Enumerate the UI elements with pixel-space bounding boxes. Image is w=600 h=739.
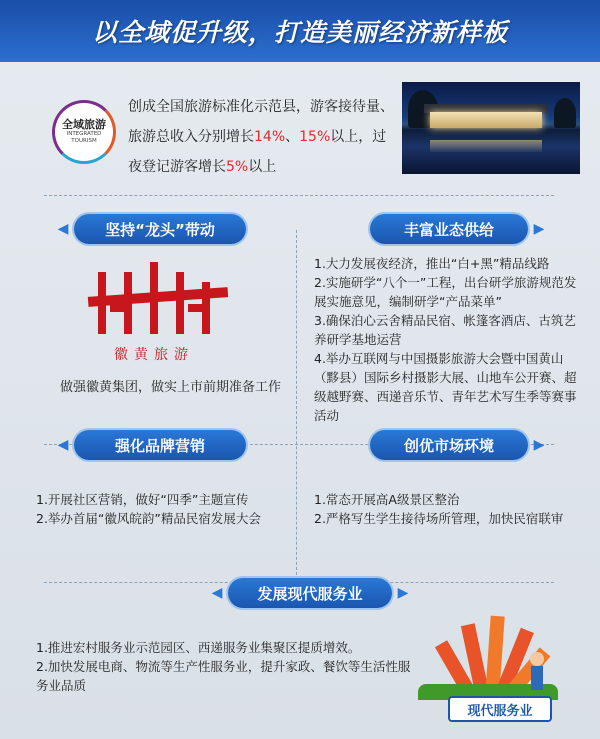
chevron-left-icon: ◀ [57,437,69,453]
chevron-right-icon: ▶ [533,221,545,237]
list-item: 2.严格写生学生接待场所管理，加快民宿联审 [314,511,564,526]
person-icon [530,652,544,666]
intro-text: 创成全国旅游标准化示范县，游客接待量、旅游总收入分别增长14%、15%以上，过夜登记游客增长5%以上 [128,99,394,175]
list-item: 3.确保泊心云舍精品民宿、帐篷客酒店、古筑艺养研学基地运营 [314,313,576,347]
services-list [36,638,414,695]
logo-caption: 徽黄旅游 [114,347,194,363]
section-title-services: ◀ 发展现代服务业 ▶ [228,578,392,608]
banner [0,0,600,62]
chevron-right-icon: ▶ [397,585,409,601]
banner-title: 以全域促升级，打造美丽经济新样板 [91,18,508,47]
list-item: 4.举办互联网与中国摄影旅游大会暨中国黄山（黟县）国际乡村摄影大展、山地车公开赛、超级越野赛、西递音乐节、青年艺术写生季等赛事活动 [314,351,577,423]
chevron-left-icon: ◀ [57,221,69,237]
list-item: 2.加快发展电商、物流等生产性服务业，提升家政、餐饮等生活性服务业品质 [36,659,411,693]
night-village-photo [402,82,580,174]
section-title-brand: ◀ 强化品牌营销 [74,430,246,460]
section-title-market: 创优市场环境 ▶ [370,430,528,460]
section-title-leader: ◀ 坚持“龙头”带动 [74,214,246,244]
list-item: 1.开展社区营销，做好“四季”主题宣传 [36,492,249,507]
divider [44,195,554,196]
list-item: 2.举办首届“徽风皖韵”精品民宿发展大会 [36,511,261,526]
integrated-tourism-logo: 全域旅游 INTEGRATED TOURISM [52,100,116,164]
business-list [314,254,584,425]
divider-vertical [296,230,297,580]
list-item: 1.大力发展夜经济，推出“白+黑”精品线路 [314,256,550,271]
brand-list [36,490,290,528]
leader-body: 做强徽黄集团，做实上市前期准备工作 [60,380,282,395]
section-title-business: 丰富业态供给 ▶ [370,214,528,244]
list-item: 1.推进宏村服务业示范园区、西递服务业集聚区提质增效。 [36,640,361,655]
list-item: 1.常态开展高A级景区整治 [314,492,460,507]
chevron-right-icon: ▶ [533,437,545,453]
chevron-left-icon: ◀ [211,585,223,601]
list-item: 2.实施研学“八个一”工程，出台研学旅游规范发展实施意见，编制研学“产品菜单” [314,275,577,309]
image-label: 现代服务业 [448,696,552,722]
market-list [314,490,584,528]
